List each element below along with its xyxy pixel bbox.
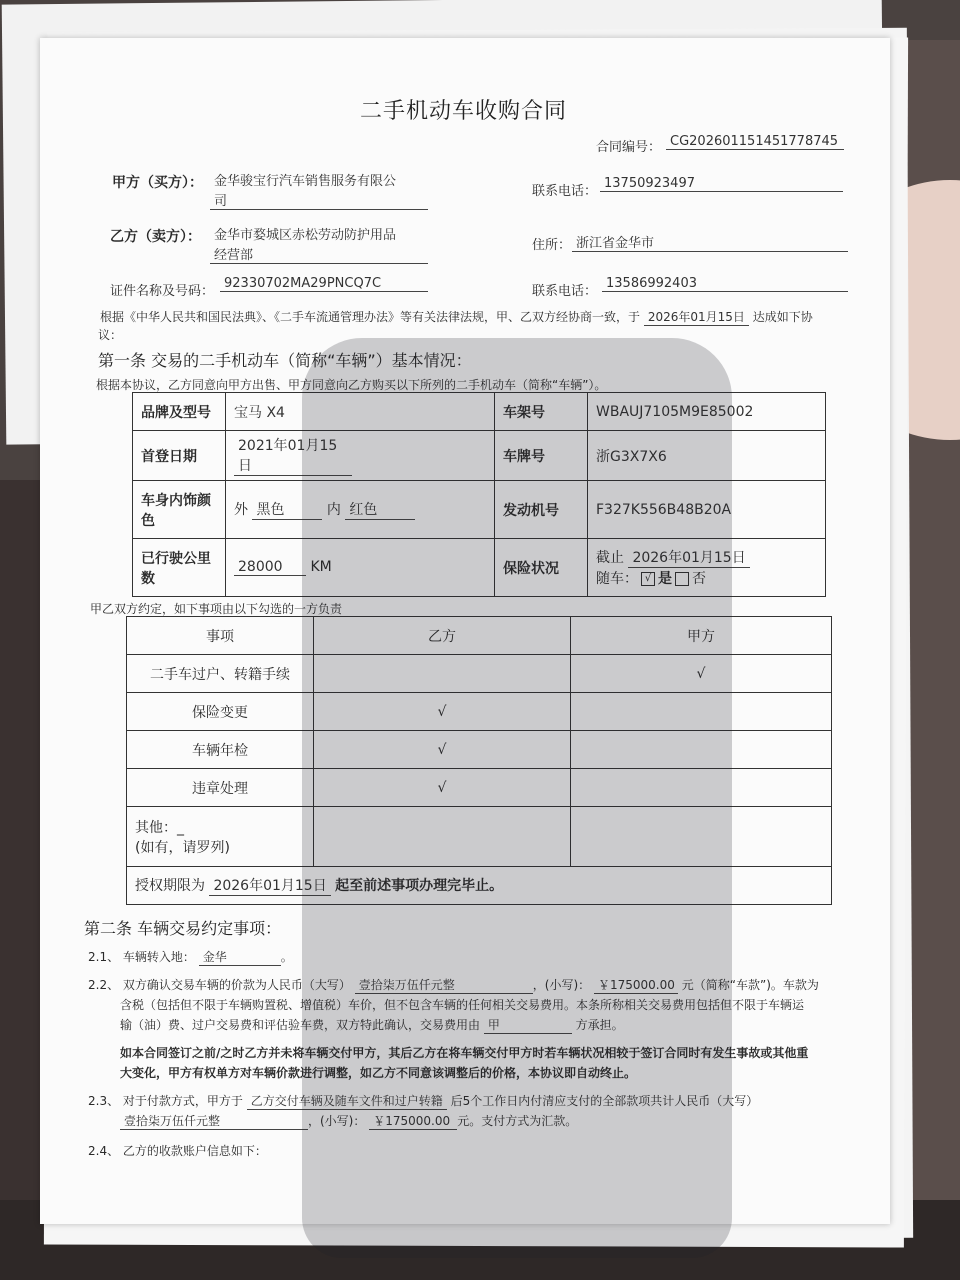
row-buyer-check: √ bbox=[571, 655, 832, 693]
other-hint: (如有，请罗列) bbox=[135, 839, 230, 856]
contract-title: 二手机动车收购合同 bbox=[360, 99, 568, 124]
clause-2-3-text: 对于付款方式，甲方于 bbox=[122, 1094, 243, 1108]
intro-date: 2026年01月15日 bbox=[644, 308, 749, 326]
insurance-label: 保险状况 bbox=[495, 539, 588, 597]
engine-value: F327K556B48B20A bbox=[588, 481, 826, 539]
clause-2-1-text: 车辆转入地： bbox=[122, 950, 195, 964]
clause-2-2-line3-end: 方承担。 bbox=[575, 1018, 624, 1032]
header-item: 事项 bbox=[127, 617, 314, 655]
buyer-name-line2: 司 bbox=[210, 190, 428, 210]
clause-2-2-text-c: 元（简称“车款”)。车款为 bbox=[681, 978, 819, 992]
clause-2-3-text-c: ，(小写)： bbox=[308, 1114, 366, 1128]
row-buyer-check bbox=[571, 693, 832, 731]
clause-2-4-text: 乙方的收款账户信息如下： bbox=[122, 1144, 267, 1158]
header-seller: 乙方 bbox=[314, 617, 571, 655]
insurance-until-date: 2026年01月15日 bbox=[628, 547, 749, 568]
intro-text-cont: 议： bbox=[98, 328, 123, 342]
clause-2-2-bold-line1: 如本合同签订之前/之时乙方并未将车辆交付甲方，其后乙方在将车辆交付甲方时若车辆状况相较于签订合同时有发生事故或其他重 bbox=[120, 1046, 809, 1060]
id-label: 证件名称及号码： bbox=[110, 284, 215, 299]
clause-2-3-text-d: 元。支付方式为汇款。 bbox=[457, 1114, 578, 1128]
yes-label: 是 bbox=[658, 571, 672, 587]
mileage-label-cont: 数 bbox=[141, 570, 155, 587]
clause-2-1-value: 金华 bbox=[199, 948, 281, 966]
table-row bbox=[127, 769, 832, 807]
clause-2-2-bold-line2: 大变化，甲方有权单方对车辆价款进行调整，如乙方不同意该调整后的价格，本协议即自动终止。 bbox=[120, 1066, 637, 1080]
section2-title: 第二条 车辆交易约定事项： bbox=[84, 919, 282, 938]
with-car-label: 随车： bbox=[596, 571, 638, 587]
clause-2-3-text-b: 后5个工作日内付清应支付的全部款项共计人民币（大写） bbox=[450, 1094, 759, 1108]
engine-label: 发动机号 bbox=[495, 481, 588, 539]
vehicle-table bbox=[132, 392, 826, 597]
plate-value: 浙G3X7X6 bbox=[588, 431, 826, 481]
seller-address-label: 住所： bbox=[532, 238, 572, 253]
clause-2-2-text-b: ，(小写)： bbox=[532, 978, 591, 992]
reg-date-value: 2021年01月15日 bbox=[234, 435, 352, 476]
color-label-cont: 色 bbox=[141, 512, 155, 529]
id-number: 92330702MA29PNCQ7C bbox=[220, 276, 428, 292]
clause-2-2-line3: 输（油）费、过户交易费和评估验车费，双方特此确认，交易费用由 bbox=[120, 1018, 481, 1032]
buyer-phone-label: 联系电话： bbox=[532, 184, 598, 199]
auth-prefix: 授权期限为 bbox=[135, 878, 205, 894]
clause-2-3-num: 2.3、 bbox=[88, 1094, 120, 1108]
clause-2-4-num: 2.4、 bbox=[88, 1144, 120, 1158]
row-item: 保险变更 bbox=[127, 693, 314, 731]
contract-no: CG202601151451778745 bbox=[666, 134, 844, 150]
vin-label: 车架号 bbox=[495, 393, 588, 431]
vin-value: WBAUJ7105M9E85002 bbox=[588, 393, 826, 431]
clause-2-3-amount-cn: 壹拾柒万伍仟元整 bbox=[120, 1112, 308, 1130]
auth-date: 2026年01月15日 bbox=[209, 875, 330, 896]
row-buyer-check bbox=[571, 769, 832, 807]
auth-suffix: 起至前述事项办理完毕止。 bbox=[335, 878, 504, 894]
clause-2-2-amount: ￥175000.00 bbox=[594, 976, 678, 994]
buyer-phone: 13750923497 bbox=[600, 176, 843, 192]
contract-no-label: 合同编号： bbox=[596, 140, 662, 155]
table-row bbox=[127, 655, 832, 693]
mileage-label: 已行驶公里 bbox=[141, 550, 211, 567]
section1-desc: 根据本协议，乙方同意向甲方出售、甲方同意向乙方购买以下所列的二手机动车（简称“车辆”）。 bbox=[96, 378, 607, 392]
seller-phone-label: 联系电话： bbox=[532, 284, 598, 299]
row-item: 二手车过户、转籍手续 bbox=[127, 655, 314, 693]
table-row bbox=[127, 807, 832, 867]
clause-2-2-payer: 甲 bbox=[484, 1016, 572, 1034]
seller-address: 浙江省金华市 bbox=[572, 232, 848, 252]
mileage-unit: KM bbox=[310, 559, 332, 575]
int-color: 红色 bbox=[345, 499, 415, 520]
clause-2-2-num: 2.2、 bbox=[88, 978, 120, 992]
no-label: 否 bbox=[692, 571, 706, 587]
clause-2-2-text: 双方确认交易车辆的价款为人民币（大写） bbox=[122, 978, 351, 992]
int-prefix: 内 bbox=[326, 502, 341, 518]
contract-page bbox=[40, 38, 890, 1224]
row-item: 车辆年检 bbox=[127, 731, 314, 769]
row-item: 违章处理 bbox=[127, 769, 314, 807]
row-seller-check: √ bbox=[314, 769, 571, 807]
seller-label: 乙方（卖方）： bbox=[110, 229, 201, 245]
clause-2-3-amount: ￥175000.00 bbox=[369, 1112, 457, 1130]
mileage-value: 28000 bbox=[234, 559, 306, 576]
brand-label: 品牌及型号 bbox=[133, 393, 226, 431]
clause-2-2-line2: 含税（包括但不限于车辆购置税、增值税）车价，但不包含车辆的任何相关交易费用。本条所称相关交易费用包括但不限于车辆运 bbox=[120, 998, 805, 1012]
no-checkbox[interactable] bbox=[675, 572, 689, 586]
row-seller-check: √ bbox=[314, 693, 571, 731]
buyer-name-line1: 金华骏宝行汽车销售服务有限公 bbox=[214, 174, 397, 189]
brand-value: 宝马 X4 bbox=[226, 393, 495, 431]
row-buyer-check bbox=[571, 731, 832, 769]
table-row bbox=[127, 693, 832, 731]
color-label: 车身内饰颜 bbox=[141, 492, 211, 509]
plate-label: 车牌号 bbox=[495, 431, 588, 481]
header-buyer: 甲方 bbox=[571, 617, 832, 655]
other-buyer bbox=[571, 807, 832, 867]
ext-prefix: 外 bbox=[234, 502, 248, 518]
reg-date-label: 首登日期 bbox=[133, 431, 226, 481]
seller-name-line1: 金华市婺城区赤松劳动防护用品 bbox=[214, 228, 397, 243]
other-seller bbox=[314, 807, 571, 867]
yes-checkbox[interactable]: √ bbox=[641, 572, 655, 586]
table-row bbox=[127, 731, 832, 769]
clause-2-3-condition: 乙方交付车辆及随车文件和过户转籍 bbox=[247, 1092, 447, 1110]
section1-title: 第一条 交易的二手机动车（简称“车辆”）基本情况： bbox=[98, 351, 472, 370]
clause-2-1-num: 2.1、 bbox=[88, 950, 120, 964]
responsibility-intro: 甲乙双方约定，如下事项由以下勾选的一方负责 bbox=[90, 602, 343, 616]
buyer-label: 甲方（买方）： bbox=[112, 175, 203, 191]
seller-name-line2: 经营部 bbox=[210, 244, 428, 264]
intro-text: 根据《中华人民共和国民法典》、《二手车流通管理办法》等有关法律法规，甲、乙双方经协商一致，于 bbox=[100, 310, 641, 324]
other-label: 其他：_ bbox=[135, 819, 184, 836]
responsibility-table bbox=[126, 616, 832, 905]
row-seller-check: √ bbox=[314, 731, 571, 769]
ext-color: 黑色 bbox=[252, 499, 322, 520]
intro-text-end: 达成如下协 bbox=[752, 310, 813, 324]
clause-2-1-end: 。 bbox=[280, 950, 293, 964]
row-seller-check bbox=[314, 655, 571, 693]
seller-phone: 13586992403 bbox=[602, 276, 848, 292]
insurance-until-prefix: 截止 bbox=[596, 550, 624, 566]
clause-2-2-amount-cn: 壹拾柒万伍仟元整 bbox=[355, 976, 533, 994]
